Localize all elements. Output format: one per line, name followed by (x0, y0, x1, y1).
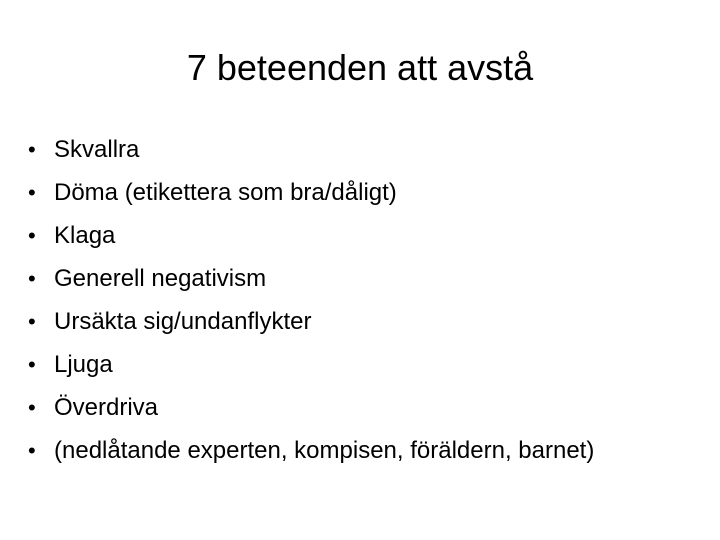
bullet-icon: • (28, 180, 36, 205)
bullet-icon: • (28, 438, 36, 463)
bullet-text: (nedlåtande experten, kompisen, föräldern, barnet) (54, 437, 595, 464)
slide-title: 7 beteenden att avstå (186, 47, 534, 88)
list-item (28, 171, 708, 214)
bullet-text: Klaga (54, 222, 116, 249)
bullet-text: Döma (etikettera som bra/dåligt) (54, 179, 397, 206)
bullet-icon: • (28, 223, 36, 248)
list-item (28, 300, 708, 343)
list-item (28, 343, 708, 386)
list-item (28, 128, 708, 171)
bullet-list (28, 128, 708, 472)
bullet-text: Skvallra (54, 136, 140, 163)
list-item (28, 257, 708, 300)
bullet-text: Ursäkta sig/undanflykter (54, 308, 312, 335)
bullet-text: Generell negativism (54, 265, 267, 292)
bullet-text: Ljuga (54, 351, 113, 378)
list-item (28, 214, 708, 257)
list-item (28, 386, 708, 429)
bullet-icon: • (28, 352, 36, 377)
bullet-icon: • (28, 137, 36, 162)
list-item (28, 429, 708, 472)
bullet-icon: • (28, 395, 36, 420)
bullet-icon: • (28, 266, 36, 291)
bullet-text: Överdriva (54, 394, 159, 421)
bullet-icon: • (28, 309, 36, 334)
